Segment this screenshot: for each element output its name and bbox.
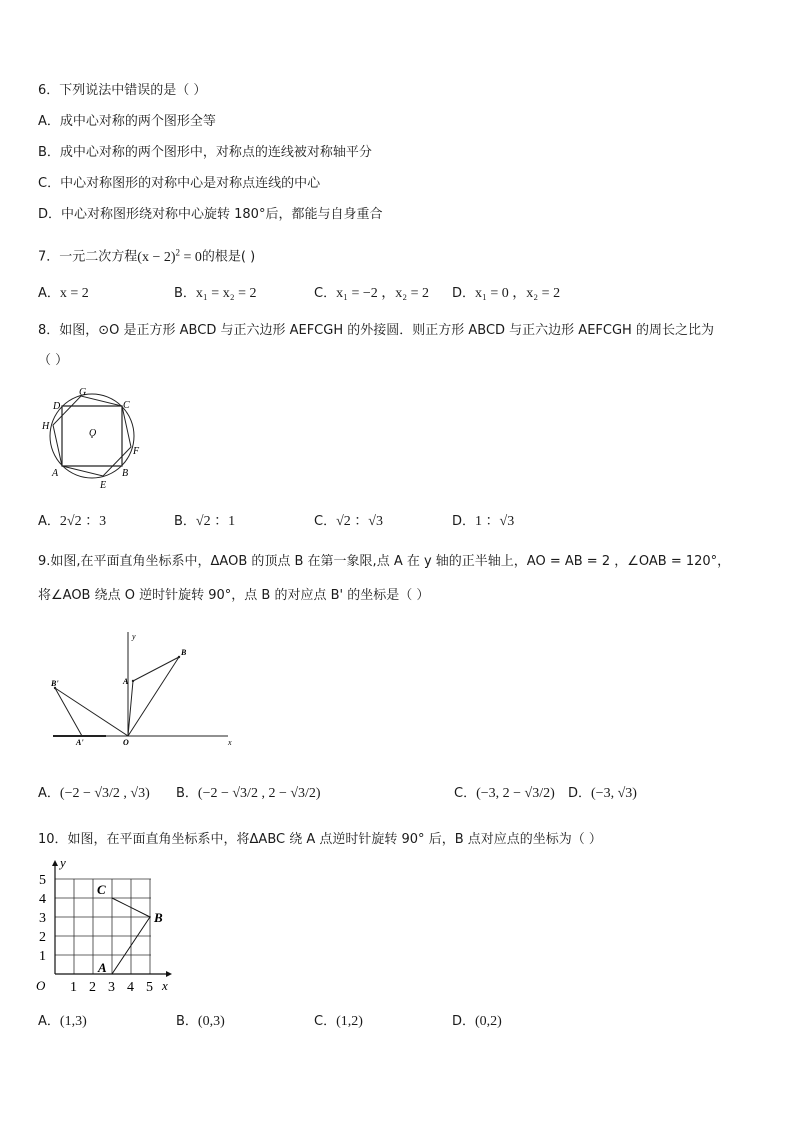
q8-option-c-label: C． [314,514,337,529]
q9-figure [48,628,238,748]
q6-option-c: C．中心对称图形的对称中心是对称点连线的中心 [38,176,321,191]
q10-stem: 10．如图，在平面直角坐标系中，将ΔABC 绕 A 点逆时针旋转 90° 后，B 点对应点的坐标为（ ） [38,832,602,847]
q8-stem-line1: 8．如图，⊙O 是正方形 ABCD 与正六边形 AEFCGH 的外接圆．则正方形 ABCD 与正六边形 AEFCGH 的周长之比为 [38,323,714,338]
q8-option-d [452,513,514,531]
q7-option-c-label: C． [314,286,337,301]
q7-option-d-label: D． [452,286,476,301]
q7-equation-exponent: 2 [175,247,181,257]
q10-x-tick-4: 4 [127,980,134,995]
q9-stem-line2: 将∠AOB 绕点 O 逆时针旋转 90°，点 B 的对应点 B' 的坐标是（ ） [38,588,430,603]
q9-label-b: B [181,648,187,657]
q6-option-b: B．成中心对称的两个图形中，对称点的连线被对称轴平分 [38,145,372,160]
q8-option-b-label: B． [174,514,196,529]
q10-label-b: B [154,910,163,925]
q7-option-b-label: B． [174,286,196,301]
q10-option-b-text: (0,3) [197,1014,225,1029]
q7-stem-suffix: 的根是( ) [201,249,256,265]
q8-stem-line2: （ ） [38,353,69,368]
q10-x-tick-2: 2 [89,980,96,995]
q8-label-h: H [42,421,50,432]
q8-option-b-text: √2 ：1 [195,514,236,529]
q10-option-a [38,1013,87,1031]
q10-x-arrow [166,971,172,977]
q10-option-b-label: B． [176,1014,198,1029]
q9-label-x: x [228,738,232,747]
q8-option-d-label: D． [452,514,476,529]
q7-option-b-text: x₁ = x₂ = 2 [195,286,257,301]
q8-option-c-text: √2 ：√3 [336,514,383,529]
q9-option-d-label: D． [568,786,592,801]
q9-label-a: A [123,677,129,686]
q6-stem: 6．下列说法中错误的是（ ） [38,83,207,98]
q9-option-a [38,785,150,803]
q7-stem-prefix: 7．一元二次方程 [38,249,138,265]
q8-figure [38,386,148,496]
q8-label-g: G [79,387,87,398]
q10-label-c: C [97,882,106,897]
q9-option-d [568,785,637,803]
q8-label-a: A [52,468,59,479]
q7-option-c-text: x₁ = −2 ，x₂ = 2 [336,286,430,301]
q9-option-c-label: C． [454,786,477,801]
q10-option-d-text: (0,2) [475,1014,502,1029]
q10-option-c-label: C． [314,1014,337,1029]
q10-option-c [314,1013,363,1031]
q10-option-a-text: (1,3) [59,1014,87,1029]
q7-option-d-text: x₁ = 0 ，x₂ = 2 [475,286,561,301]
q9-point-a [132,680,134,682]
q7-option-b [174,285,256,303]
q8-label-f: F [133,446,140,457]
q9-option-d-text: (−3, √3) [591,786,637,801]
q10-label-x: x [162,978,168,993]
q8-option-a [38,513,106,531]
q10-y-tick-3: 3 [39,911,46,926]
q7-option-a-text: x = 2 [59,286,89,301]
q9-label-b-prime: B' [51,679,59,688]
q9-label-a-prime: A' [76,738,84,747]
q10-x-tick-1: 1 [70,980,77,995]
q9-option-a-text: (−2 − √3/2 , √3) [59,786,150,801]
q10-option-a-label: A． [38,1014,60,1029]
q10-option-b [176,1013,225,1031]
q8-label-e: E [100,480,107,491]
q9-label-o: O [123,738,129,747]
q10-x-tick-3: 3 [108,980,115,995]
q10-figure [36,855,176,996]
q8-label-o: O [89,428,97,439]
q8-option-c [314,513,383,531]
q10-y-tick-1: 1 [39,949,46,964]
q9-triangle-aob [128,657,179,736]
q9-point-b [178,656,180,658]
q9-option-c [454,785,555,803]
q8-label-d: D [53,401,61,412]
q9-option-c-text: (−3, 2 − √3/2) [476,786,555,801]
q9-stem-line1: 9.如图,在平面直角坐标系中，ΔAOB 的顶点 B 在第一象限,点 A 在 y 轴的正半轴上，AO = AB = 2 ，∠OAB = 120°， [38,554,731,569]
q8-label-c: C [123,400,130,411]
q6-option-d: D．中心对称图形绕对称中心旋转 180°后，都能与自身重合 [38,207,383,222]
q9-option-b [176,785,321,803]
q10-y-arrow [52,860,58,866]
q9-option-a-label: A． [38,786,60,801]
q7-option-d [452,285,560,303]
q10-option-d [452,1013,502,1031]
q10-option-d-label: D． [452,1014,476,1029]
q7-equation-tail: = 0 [180,249,202,265]
q8-option-d-text: 1 ：√3 [475,514,515,529]
q8-option-a-label: A． [38,514,60,529]
q10-label-a: A [98,960,107,975]
q9-rotated-triangle [55,688,128,736]
q10-label-y: y [60,855,66,870]
q8-label-b: B [122,468,129,479]
q7-equation [137,247,202,265]
q7-option-a [38,285,89,303]
q10-option-c-text: (1,2) [336,1014,363,1029]
q10-label-o: O [36,978,46,993]
q9-option-b-text: (−2 − √3/2 , 2 − √3/2) [197,786,321,801]
q7-option-a-label: A． [38,286,60,301]
q8-option-a-text: 2√2 ：3 [59,514,107,529]
q7-equation-base: (x − 2) [137,249,176,265]
q9-option-b-label: B． [176,786,198,801]
q10-y-tick-5: 5 [39,873,46,888]
q9-label-y: y [132,632,136,641]
q10-y-tick-4: 4 [39,892,46,907]
q10-x-tick-5: 5 [146,980,153,995]
q7-option-c [314,285,429,303]
q7-stem [38,243,255,267]
q6-option-a: A．成中心对称的两个图形全等 [38,114,216,129]
q8-option-b [174,513,235,531]
q10-y-tick-2: 2 [39,930,46,945]
